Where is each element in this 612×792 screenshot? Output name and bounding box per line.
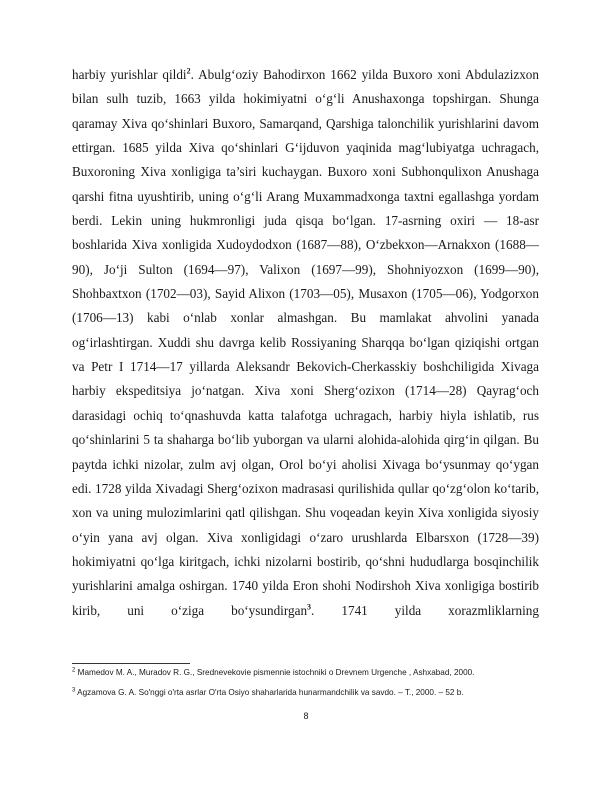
paragraph-text-end: . 1741 yilda xorazmliklarning	[311, 602, 539, 618]
page-number: 8	[303, 711, 309, 721]
footnotes	[72, 667, 542, 698]
footnote-ref-3[interactable]: 3	[307, 602, 312, 612]
footnote-text: Agzamova G. A. So'nggi o'rta asrlar O'rta Osiyo shaharlarida hunarmandchilik va savdo. – T., 2000. – 52 b.	[77, 688, 464, 697]
page-body	[72, 63, 539, 623]
footnote-mark: 3	[72, 687, 76, 694]
paragraph-text-middle: . Abulg‘oziy Bahodirxon 1662 yilda Buxoro xoni Abdulazizxon bilan sulh tuzib, 1663 yilda hokimiyatni o‘g‘li Anushaxonga topshirgan. Shunga qaramay Xiva qo‘shinlari Buxoro, Samarqand, Qarshiga talonchilik yurishlarini davom ettirgan. 1685 yilda Xiva qo‘shinlari G‘ijduvon yaqinida mag‘lubiyatga uchragach, Buxoroning Xiva xonligiga ta’siri kuchaygan. Buxoro xoni Subhonqulixon Anushaga qarshi fitna uyushtirib, uning o‘g‘li Arang Muxammadxonga taxtni egallashga yordam berdi. Lekin uning hukmronligi juda qisqa bo‘lgan. 17-asrning oxiri — 18-asr boshlarida Xiva xonligida Xudoydodxon (1687—88), O‘zbekxon—Arnakxon (1688—90), Jo‘ji Sulton (1694—97), Valixon (1697—99), Shohniyozxon (1699—90), Shohbaxtxon (1702—03), Sayid Alixon (1703—05), Musaxon (1705—06), Yodgorxon (1706—13) kabi o‘nlab xonlar almashgan. Bu mamlakat ahvolini yanada og‘irlashtirgan. Xuddi shu davrga kelib Rossiyaning Sharqqa bo‘lgan qiziqishi ortgan va Petr I 1714—17 yillarda Aleksandr Bekovich-Cherkasskiy boshchiligida Xivaga harbiy ekspeditsiya jo‘natgan. Xiva xoni Sherg‘ozixon (1714—28) Qayrag‘och darasidagi ochiq to‘qnashuvda katta talafotga uchragach, harbiy hiyla ishlatib, rus qo‘shinlarini 5 ta shaharga bo‘lib yuborgan va ularni alohida-alohida qirg‘in qilgan. Bu paytda ichki nizolar, zulm avj olgan, Orol bo‘yi aholisi Xivaga bo‘ysunmay qo‘ygan edi. 1728 yilda Xivadagi Sherg‘ozixon madrasasi qurilishida qullar qo‘zg‘olon ko‘tarib, xon va uning mulozimlarini qatl qilishgan. Shu voqeadan keyin Xiva xonligida siyosiy o‘yin yana avj olgan. Xiva xonligidagi o‘zaro urushlarda Elbarsxon (1728—39) hokimiyatni qo‘lga kiritgach, ichki nizolarni bostirib, qo‘shni hududlarga bosqinchilik yurishlarini amalga oshirgan. 1740 yilda Eron shohi Nodirshoh Xiva xonligiga bostirib kirib, uni o‘ziga bo‘ysundirgan	[72, 67, 539, 618]
footnote-text: Mamedov M. A., Muradov R. G., Srednevekovie pismennie istochniki o Drevnem Urgenche , Ashxabad, 2000.	[77, 668, 475, 677]
footnote-separator	[72, 663, 190, 664]
body-paragraph	[72, 63, 539, 623]
footnote-3	[72, 687, 542, 698]
footnote-mark: 2	[72, 667, 76, 674]
paragraph-text-start: harbiy yurishlar qildi	[72, 67, 187, 82]
footnote-ref-2[interactable]: 2	[186, 66, 191, 76]
footnote-2	[72, 667, 542, 678]
